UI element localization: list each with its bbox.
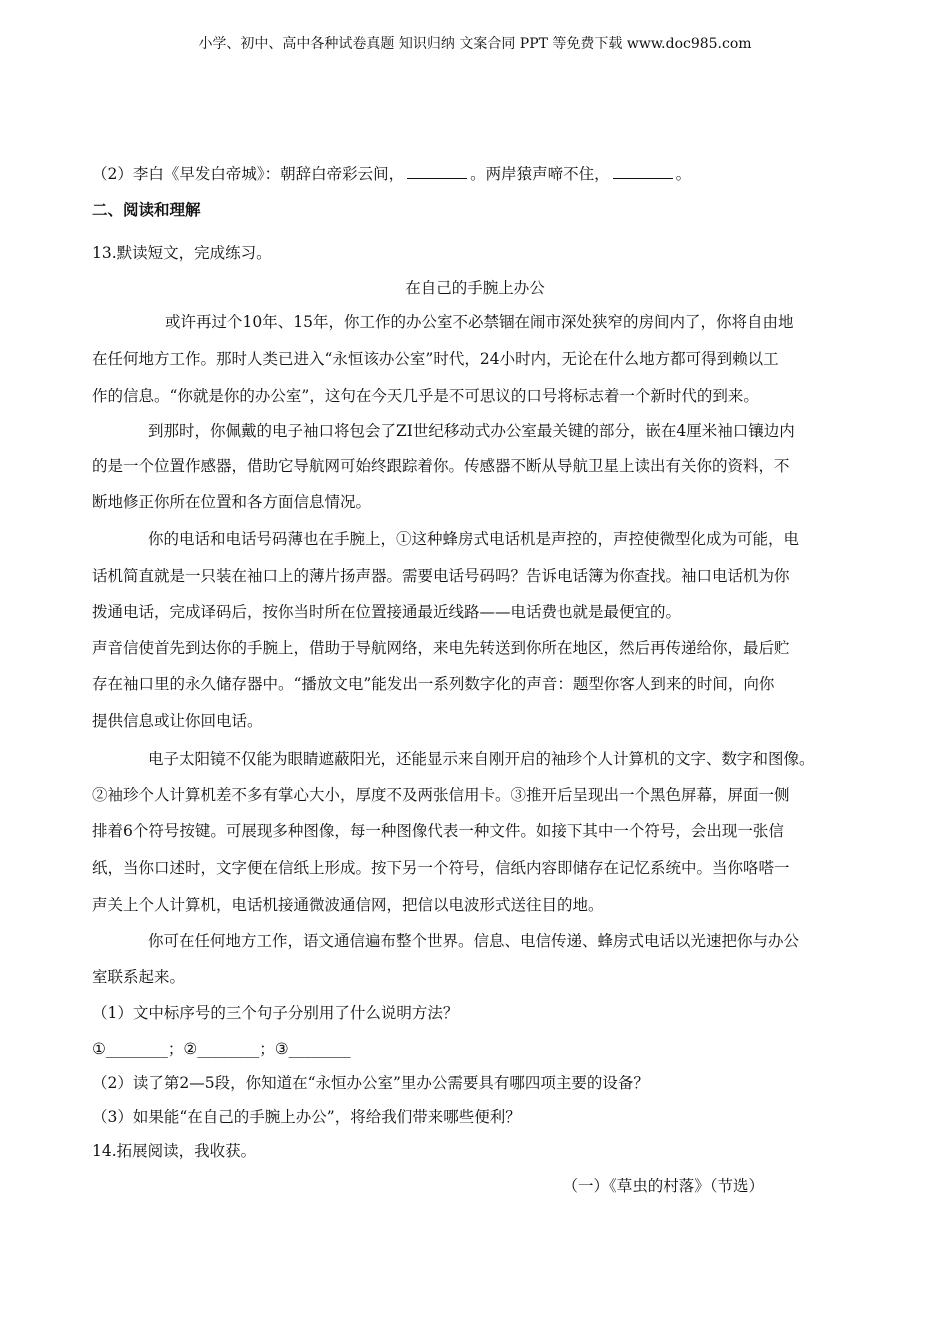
- poem-blank-1: [407, 162, 467, 179]
- question-14-prompt: 14.拓展阅读，我收获。: [92, 1142, 257, 1160]
- poem-blank-2: [613, 162, 673, 179]
- passage-line: 断地修正你所在位置和各方面信息情况。: [92, 493, 372, 511]
- section-heading: 二、阅读和理解: [92, 200, 201, 219]
- passage-line: 提供信息或让你回电话。: [92, 712, 263, 730]
- passage-line: 在任何地方工作。那时人类已进入“永恒该办公室”时代，24小时内，无论在什么地方都可得到赖以工: [92, 350, 779, 368]
- passage-line: 声关上个人计算机，电话机接通微波通信网，把信以电波形式送往目的地。: [92, 896, 604, 914]
- passage-line: 或许再过个10年、15年，你工作的办公室不必禁锢在闹市深处狭窄的房间内了，你将自由地: [165, 313, 794, 331]
- poem-part-3: 。: [675, 165, 692, 183]
- poem-part-2: 。两岸猿声啼不住，: [470, 165, 610, 183]
- passage-line: 话机简直就是一只装在袖口上的薄片扬声器。需要电话号码吗？告诉电话簿为你查找。袖口电话机为你: [92, 567, 790, 585]
- poem-question: [92, 162, 691, 185]
- passage-line: 室联系起来。: [92, 968, 186, 986]
- passage-line: 你可在任何地方工作，语文通信遍布整个世界。信息、电信传递、蜂房式电话以光速把你与办公: [148, 932, 800, 950]
- subquestion-1: （1）文中标序号的三个句子分别用了什么说明方法？: [92, 1004, 459, 1022]
- passage-line: 电子太阳镜不仅能为眼睛遮蔽阳光，还能显示来自刚开启的袖珍个人计算机的文字、数字和图像。: [148, 750, 815, 768]
- passage-line: 到那时，你佩戴的电子袖口将包会了ZI世纪移动式办公室最关键的部分，嵌在4厘米袖口镶边内: [148, 422, 795, 440]
- poem-part-1: （2）李白《早发白帝城》：朝辞白帝彩云间，: [92, 165, 405, 183]
- passage-line: 的是一个位置作感器，借助它导航网可始终跟踪着你。传感器不断从导航卫星上读出有关你的资料，不: [92, 457, 790, 475]
- subquestion-2: （2）读了第2—5段，你知道在“永恒办公室”里办公需要具有哪四项主要的设备？: [92, 1074, 649, 1092]
- passage-line: 作的信息。“你就是你的办公室”，这句在今天几乎是不可思议的口号将标志着一个新时代的到来。: [92, 387, 759, 405]
- subquestion-1-answers: ①________；②________；③________: [92, 1040, 351, 1058]
- passage-line: 你的电话和电话号码薄也在手腕上，①这种蜂房式电话机是声控的，声控使微型化成为可能，电: [148, 530, 800, 548]
- passage-line: ②袖珍个人计算机差不多有掌心大小，厚度不及两张信用卡。③推开后呈现出一个黑色屏幕，屏面一侧: [92, 786, 790, 804]
- passage-line: 纸，当你口述时，文字便在信纸上形成。按下另一个符号，信纸内容即储存在记忆系统中。当你咯嗒一: [92, 859, 790, 877]
- passage-line: 拨通电话，完成译码后，按你当时所在位置接通最近线路——电话费也就是最便宜的。: [92, 603, 682, 621]
- question-13-prompt: 13.默读短文，完成练习。: [92, 244, 272, 262]
- passage-title: 在自己的手腕上办公: [405, 279, 545, 297]
- passage-line: 排着6个符号按键。可展现多种图像，每一种图像代表一种文件。如接下其中一个符号，会出现一张信: [92, 822, 784, 840]
- passage-line: 存在袖口里的永久储存器中。“播放文电”能发出一系列数字化的声音：题型你客人到来的时间，向你: [92, 675, 775, 693]
- page-header: 小学、初中、高中各种试卷真题 知识归纳 文案合同 PPT 等免费下载 www.doc985.com: [198, 36, 752, 52]
- question-14-subtitle: （一）《草虫的村落》（节选）: [562, 1177, 764, 1195]
- subquestion-3: （3）如果能“在自己的手腕上办公”，将给我们带来哪些便利？: [92, 1108, 521, 1126]
- passage-line: 声音信使首先到达你的手腕上，借助于导航网络，来电先转送到你所在地区，然后再传递给你，最后贮: [92, 639, 790, 657]
